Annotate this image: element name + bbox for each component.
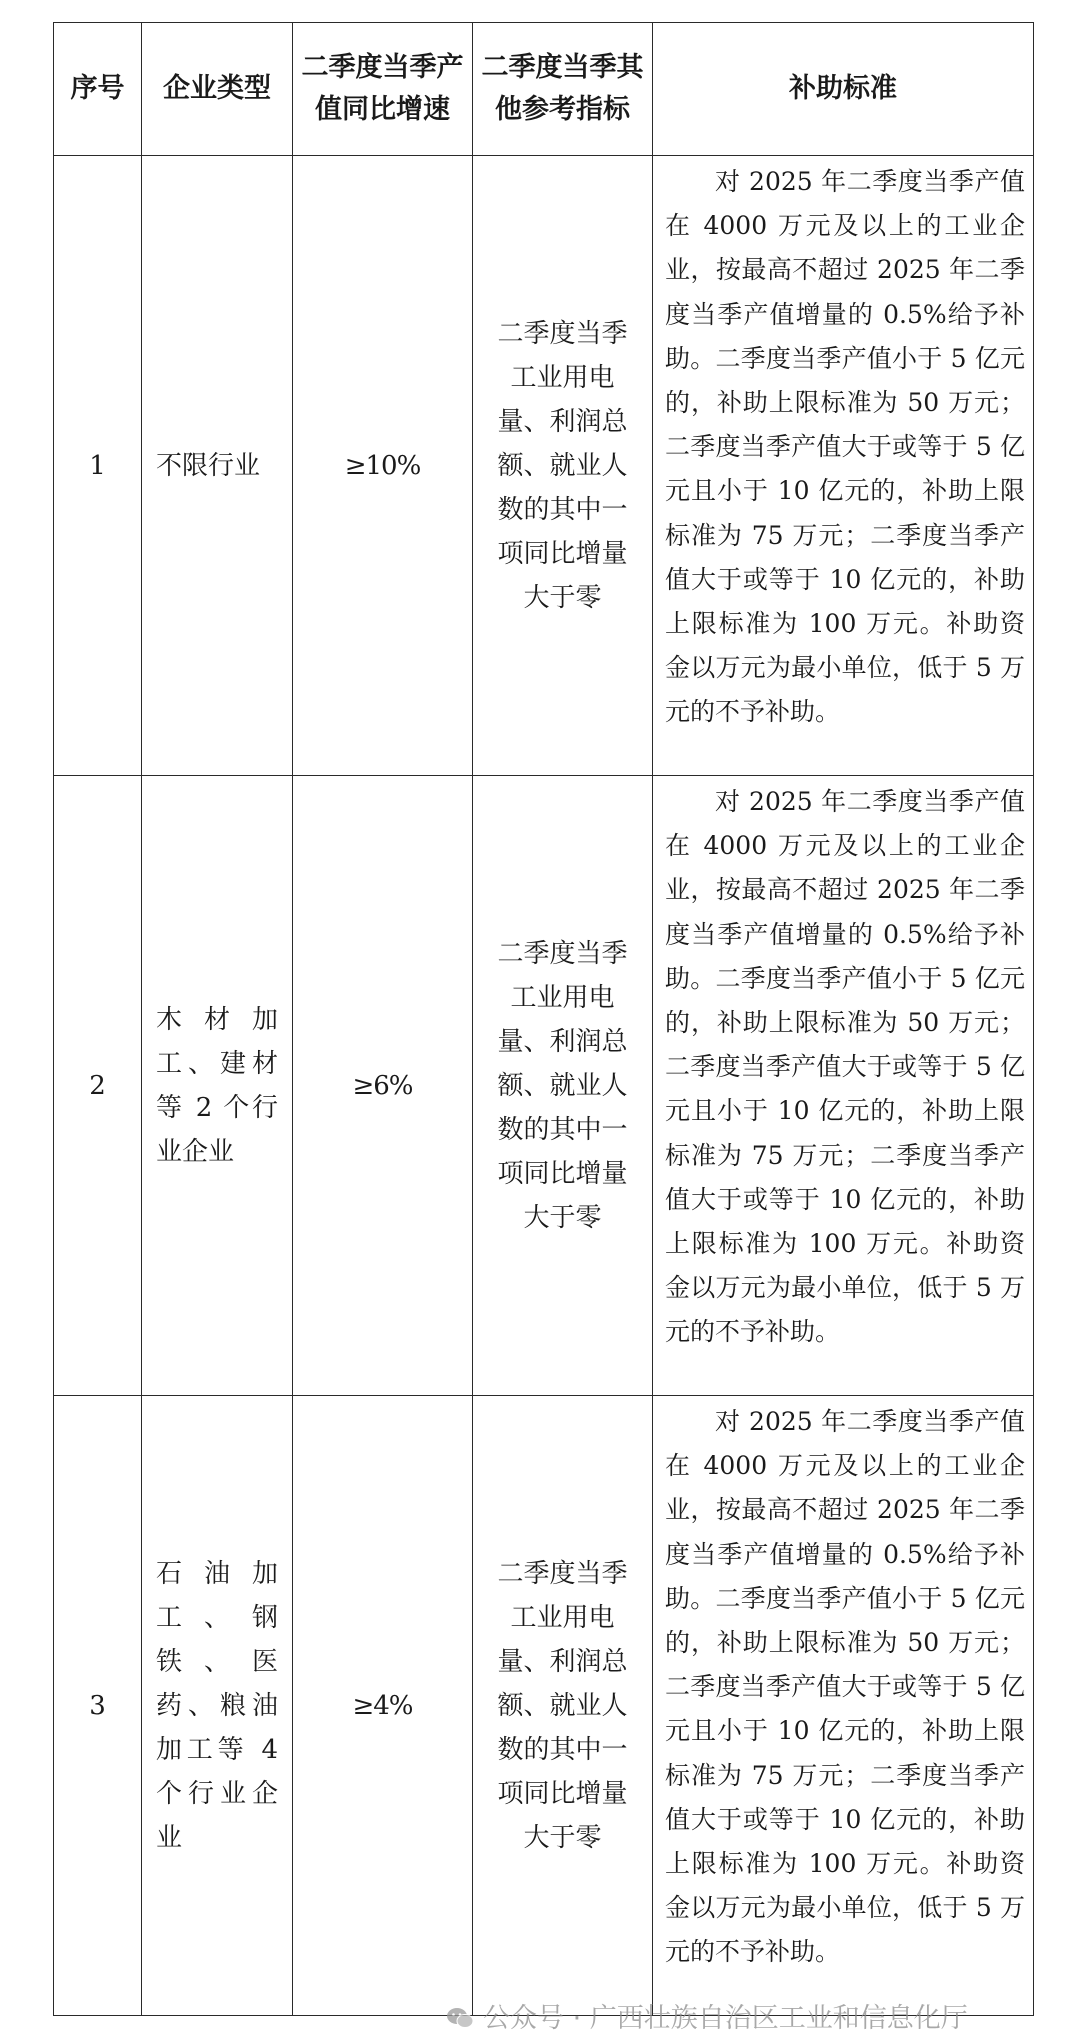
subsidy-standard-text: 对 2025 年二季度当季产值在 4000 万元及以上的工业企业，按最高不超过 2025 年二季度当季产值增量的 0.5%给予补助。二季度当季产值小于 5 亿元的，补助上限标准为 50 万元；二季度当季产值大于或等于 5 亿元且小于 10 亿元的，补助上限标准为 75 万元；二季度当季产值大于或等于 10 亿元的，补助上限标准为 100 万元。补助资金以万元为最小单位，低于 5 万元的不予补助。 [665,167,1025,727]
row-growth-rate: ≥4% [293,1396,473,2016]
row-seq: 1 [54,156,142,776]
row-growth-rate: ≥6% [293,776,473,1396]
header-seq: 序号 [54,23,142,156]
subsidy-standard-text: 对 2025 年二季度当季产值在 4000 万元及以上的工业企业，按最高不超过 2025 年二季度当季产值增量的 0.5%给予补助。二季度当季产值小于 5 亿元的，补助上限标准为 50 万元；二季度当季产值大于或等于 5 亿元且小于 10 亿元的，补助上限标准为 75 万元；二季度当季产值大于或等于 10 亿元的，补助上限标准为 100 万元。补助资金以万元为最小单位，低于 5 万元的不予补助。 [665,1407,1025,1967]
subsidy-standard-text: 对 2025 年二季度当季产值在 4000 万元及以上的工业企业，按最高不超过 2025 年二季度当季产值增量的 0.5%给予补助。二季度当季产值小于 5 亿元的，补助上限标准为 50 万元；二季度当季产值大于或等于 5 亿元且小于 10 亿元的，补助上限标准为 75 万元；二季度当季产值大于或等于 10 亿元的，补助上限标准为 100 万元。补助资金以万元为最小单位，低于 5 万元的不予补助。 [665,787,1025,1347]
row-enterprise-type: 不限行业 [142,156,293,776]
row-other-indicator: 二季度当季工业用电量、利润总额、就业人数的其中一项同比增量大于零 [473,776,653,1396]
header-type: 企业类型 [142,23,293,156]
table-header-row [54,23,1034,156]
header-other: 二季度当季其他参考指标 [473,23,653,156]
table-row [54,1396,1034,2016]
watermark-text: 公众号 · 广西壮族自治区工业和信息化厅 [483,2003,968,2034]
row-subsidy-standard [653,776,1034,1396]
row-other-indicator: 二季度当季工业用电量、利润总额、就业人数的其中一项同比增量大于零 [473,156,653,776]
row-enterprise-type: 木材加工、建材等 2 个行业企业 [142,776,293,1396]
table-row [54,776,1034,1396]
row-other-indicator: 二季度当季工业用电量、利润总额、就业人数的其中一项同比增量大于零 [473,1396,653,2016]
row-subsidy-standard [653,156,1034,776]
row-enterprise-type: 石油加工、钢铁、医药、粮油加工等 4 个行业企业 [142,1396,293,2016]
row-subsidy-standard [653,1396,1034,2016]
header-standard: 补助标准 [653,23,1034,156]
watermark [445,1996,968,2035]
subsidy-table [53,22,1034,2016]
row-seq: 2 [54,776,142,1396]
row-seq: 3 [54,1396,142,2016]
wechat-icon [445,2006,475,2030]
header-growth: 二季度当季产值同比增速 [293,23,473,156]
row-growth-rate: ≥10% [293,156,473,776]
table-row [54,156,1034,776]
